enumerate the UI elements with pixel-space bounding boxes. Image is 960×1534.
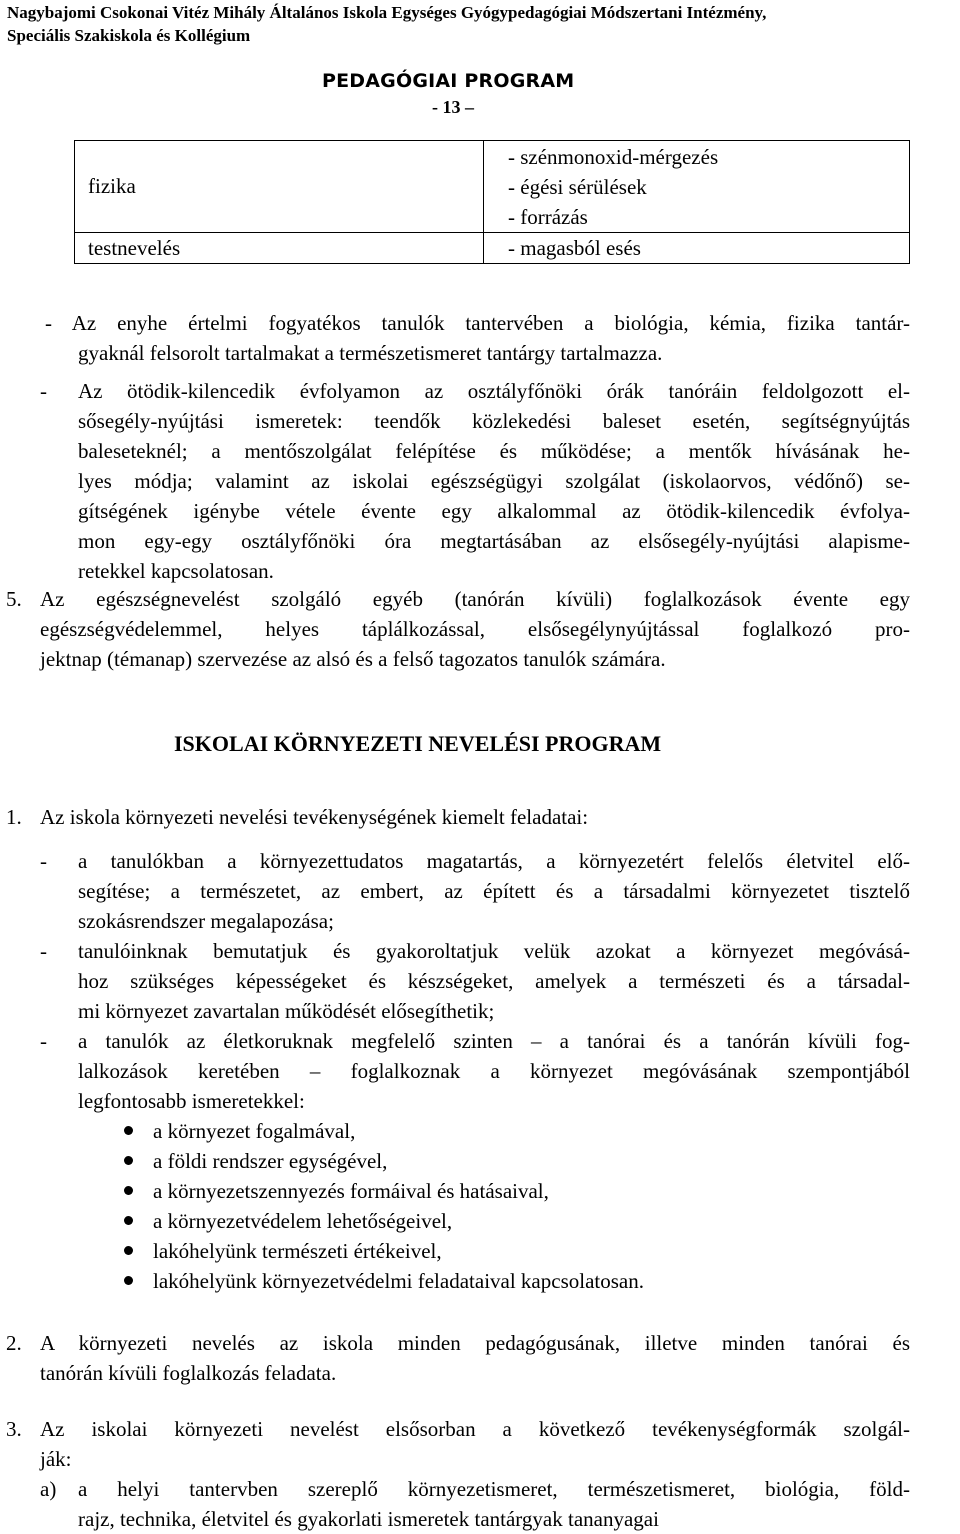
paragraph-line: gyaknál felsorolt tartalmakat a természetismeret tantárgy tartalmazza. <box>78 341 663 365</box>
paragraph-line: Az iskola környezeti nevelési tevékenységének kiemelt feladatai: <box>40 805 589 829</box>
paragraph-line: tanórán kívüli foglalkozás feladata. <box>40 1361 337 1385</box>
table-row <box>75 141 910 233</box>
list-number: 2. <box>6 1331 22 1355</box>
bullet-icon <box>124 1246 133 1255</box>
page-number: - 13 – <box>432 97 474 117</box>
paragraph-line: a tanulókban a környezettudatos magatartás, a környezetért felelős életvitel elő- <box>78 849 910 873</box>
list-item: - égési sérülések <box>508 174 647 199</box>
dash-marker: - <box>40 939 47 963</box>
paragraph-line: Az iskolai környezeti nevelést elsősorban a következő tevékenységformák szolgál- <box>40 1417 910 1441</box>
table-row <box>75 233 910 264</box>
paragraph-line: tanulóinknak bemutatjuk és gyakoroltatjuk velük azokat a környezet megóvásá- <box>78 939 910 963</box>
paragraph-line: Az egészségnevelést szolgáló egyéb (tanórán kívüli) foglalkozások évente egy <box>40 587 910 611</box>
section-heading: ISKOLAI KÖRNYEZETI NEVELÉSI PROGRAM <box>174 731 662 756</box>
paragraph-line: A környezeti nevelés az iskola minden pedagógusának, illetve minden tanórai és <box>40 1331 910 1355</box>
dash-marker: - <box>40 1029 47 1053</box>
list-item: a környezetszennyezés formáival és hatásaival, <box>153 1179 549 1203</box>
table-cell-items <box>484 233 910 264</box>
list-number: 3. <box>6 1417 22 1441</box>
bullet-icon <box>124 1216 133 1225</box>
list-item: a földi rendszer egységével, <box>153 1149 388 1173</box>
dash-marker: - <box>40 849 47 873</box>
paragraph-line: a tanulók az életkoruknak megfelelő szinten – a tanórai és a tanórán kívüli fog- <box>78 1029 910 1053</box>
bullet-icon <box>124 1186 133 1195</box>
risk-table <box>74 140 910 264</box>
list-item: a környezet fogalmával, <box>153 1119 356 1143</box>
list-item: lakóhelyünk természeti értékeivel, <box>153 1239 442 1263</box>
paragraph-line: hoz szükséges képességeket és készségeket, amelyek a természeti és a társadal- <box>78 969 910 993</box>
paragraph-line: segítése; a természetet, az embert, az épített és a társadalmi környezetet tisztelő <box>78 879 910 903</box>
paragraph-line: retekkel kapcsolatosan. <box>78 559 274 583</box>
list-label: a) <box>40 1477 57 1501</box>
list-item: a környezetvédelem lehetőségeivel, <box>153 1209 453 1233</box>
paragraph-line: egészségvédelemmel, helyes táplálkozással, elsősegélynyújtással foglalkozó pro- <box>40 617 910 641</box>
paragraph-line: baleseteknél; a mentőszolgálat felépítése és működése; a mentők hívásának he- <box>78 439 910 463</box>
paragraph-line: mi környezet zavartalan működését elősegíthetik; <box>78 999 495 1023</box>
paragraph-line: Az ötödik-kilencedik évfolyamon az osztályfőnöki órák tanóráin feldolgozott el- <box>78 379 910 403</box>
list-number: 1. <box>6 805 22 829</box>
paragraph-line: a helyi tantervben szereplő környezetismeret, természetismeret, biológia, föld- <box>78 1477 910 1501</box>
paragraph-line: legfontosabb ismeretekkel: <box>78 1089 305 1113</box>
institution-name-line1: Nagybajomi Csokonai Vitéz Mihály Általános Iskola Egységes Gyógypedagógiai Módszertani Intézmény, <box>7 3 767 22</box>
table-cell-subject: testnevelés <box>75 233 484 264</box>
list-item: - forrázás <box>508 204 588 229</box>
paragraph-line: sősegély-nyújtási ismeretek: teendők közlekedési baleset esetén, segítségnyújtás <box>78 409 910 433</box>
bullet-icon <box>124 1156 133 1165</box>
paragraph-line: lyes módja; valamint az iskolai egészségügyi szolgálat (iskolaorvos, védőnő) se- <box>78 469 910 493</box>
bullet-icon <box>124 1126 133 1135</box>
paragraph-line: gítségének igénybe vétele évente egy alkalommal az ötödik-kilencedik évfolya- <box>78 499 910 523</box>
table-cell-items <box>484 141 910 233</box>
list-item: - szénmonoxid-mérgezés <box>508 144 719 169</box>
dash-marker: - <box>40 379 47 403</box>
page-title: PEDAGÓGIAI PROGRAM <box>322 70 575 92</box>
bullet-icon <box>124 1276 133 1285</box>
paragraph-line: jektnap (témanap) szervezése az alsó és a felső tagozatos tanulók számára. <box>40 647 666 671</box>
list-item: - magasból esés <box>508 235 641 260</box>
list-number: 5. <box>6 587 22 611</box>
paragraph-line: rajz, technika, életvitel és gyakorlati ismeretek tantárgyak tananyagai <box>78 1507 659 1531</box>
paragraph-line: mon egy-egy osztályfőnöki óra megtartásában az elsősegély-nyújtási alapisme- <box>78 529 910 553</box>
paragraph-line: ják: <box>40 1447 72 1471</box>
paragraph-line: - Az enyhe értelmi fogyatékos tanulók tantervében a biológia, kémia, fizika tantár- <box>45 311 910 335</box>
institution-name-line2: Speciális Szakiskola és Kollégium <box>7 26 251 45</box>
paragraph-line: szokásrendszer megalapozása; <box>78 909 334 933</box>
table-cell-subject: fizika <box>75 141 484 233</box>
paragraph-line: lalkozások keretében – foglalkoznak a környezet megóvásának szempontjából <box>78 1059 910 1083</box>
list-item: lakóhelyünk környezetvédelmi feladataival kapcsolatosan. <box>153 1269 644 1293</box>
